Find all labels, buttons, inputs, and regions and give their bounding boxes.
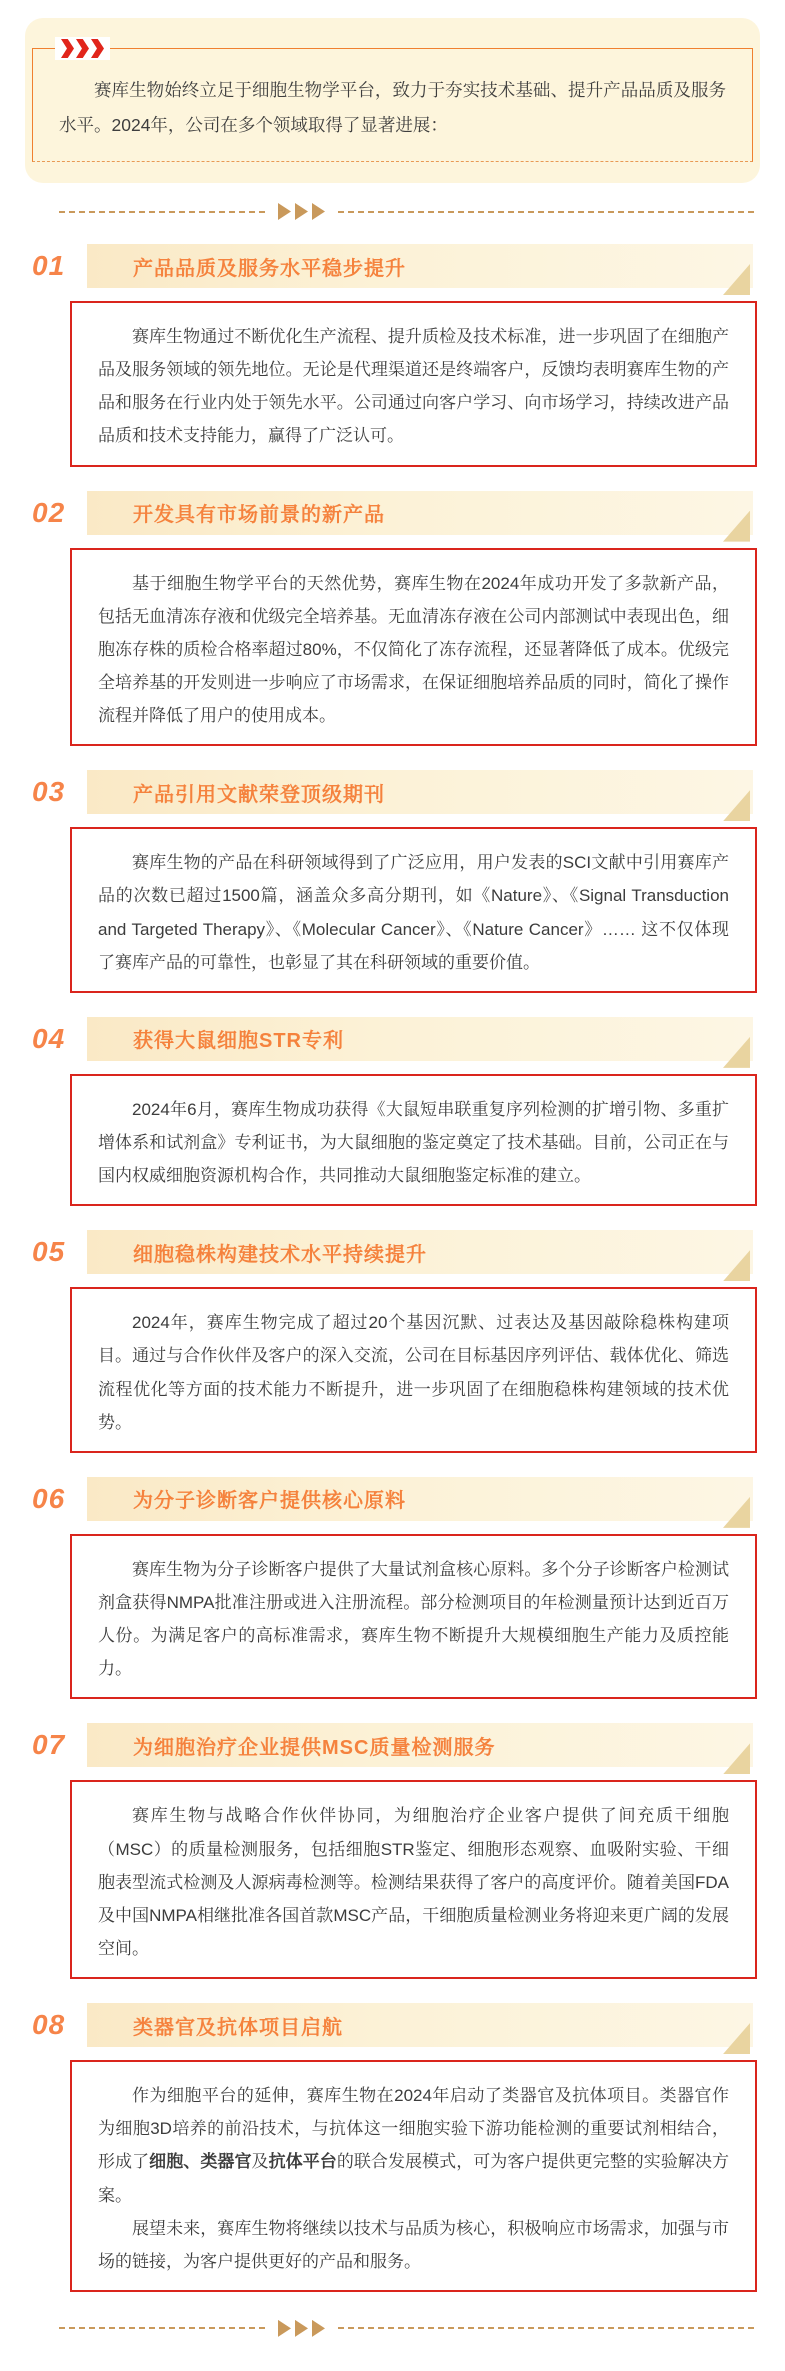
section-number: 05 <box>32 1236 66 1268</box>
section-header <box>25 2003 760 2047</box>
section <box>25 2003 760 2292</box>
section-paragraph: 赛库生物与战略合作伙伴协同，为细胞治疗企业客户提供了间充质干细胞（MSC）的质量检测服务，包括细胞STR鉴定、细胞形态观察、血吸附实验、干细胞表型流式检测及人源病毒检测等。检测结果获得了客户的高度评价。随着美国FDA及中国NMPA相继批准各国首款MSC产品，干细胞质量检测业务将迎来更广阔的发展空间。 <box>98 1806 729 1958</box>
dashed-line <box>59 2327 265 2329</box>
section-body <box>70 1287 757 1453</box>
section-number: 06 <box>32 1482 66 1514</box>
intro-card <box>25 18 760 183</box>
section-header <box>25 244 760 288</box>
section-title-banner <box>87 1017 753 1061</box>
section <box>25 1477 760 1700</box>
corner-fold-icon <box>723 1743 750 1774</box>
section-title-banner <box>87 2003 753 2047</box>
section-paragraph: 基于细胞生物学平台的天然优势，赛库生物在2024年成功开发了多款新产品，包括无血清冻存液和优级完全培养基。无血清冻存液在公司内部测试中表现出色，细胞冻存株的质检合格率超过80%，不仅简化了冻存流程，还显著降低了成本。优级完全培养基的开发则进一步响应了市场需求，在保证细胞培养品质的同时，简化了操作流程并降低了用户的使用成本。 <box>98 573 729 726</box>
corner-fold-icon <box>723 264 750 295</box>
corner-fold-icon <box>723 1497 750 1528</box>
section-paragraph: 作为细胞平台的延伸，赛库生物在2024年启动了类器官及抗体项目。类器官作为细胞3D培养的前沿技术，与抗体这一细胞实验下游功能检测的重要试剂相结合，形成了细胞、类器官及抗体平台的联合发展模式，可为客户提供更完整的实验解决方案。 <box>98 2086 730 2205</box>
section-header <box>25 770 760 814</box>
section-paragraph: 2024年6月，赛库生物成功获得《大鼠短串联重复序列检测的扩增引物、多重扩增体系和试剂盒》专利证书，为大鼠细胞的鉴定奠定了技术基础。目前，公司正在与国内权威细胞资源机构合作，共同推动大鼠细胞鉴定标准的建立。 <box>98 1099 729 1186</box>
section-header <box>25 1017 760 1061</box>
section-title-banner <box>87 770 753 814</box>
section-body <box>70 2060 757 2292</box>
section-header <box>25 1230 760 1274</box>
corner-fold-icon <box>723 790 750 821</box>
section-title: 为分子诊断客户提供核心原料 <box>133 1490 406 1513</box>
section-title-banner <box>87 244 753 288</box>
section-header <box>25 1477 760 1521</box>
section-title-banner <box>87 491 753 535</box>
section <box>25 491 760 747</box>
triangle-right-icon <box>295 2320 308 2337</box>
section-number: 01 <box>32 250 66 281</box>
section-body <box>70 1534 757 1700</box>
dashed-line <box>338 2327 754 2329</box>
triangle-right-icon <box>312 2320 325 2337</box>
corner-fold-icon <box>723 511 750 542</box>
triangle-right-icon <box>295 203 308 220</box>
triangle-right-icon <box>312 203 325 220</box>
section-title: 类器官及抗体项目启航 <box>133 2016 343 2039</box>
section-body <box>70 301 757 467</box>
section <box>25 244 760 467</box>
section-number: 03 <box>32 776 66 808</box>
section-number: 07 <box>32 1729 66 1761</box>
intro-text: 赛库生物始终立足于细胞生物学平台，致力于夯实技术基础、提升产品品质及服务水平。2024年，公司在多个领域取得了显著进展： <box>59 80 726 135</box>
section-body <box>70 548 757 747</box>
section <box>25 1230 760 1453</box>
corner-fold-icon <box>723 2023 750 2054</box>
section-title-banner <box>87 1230 753 1274</box>
section-title: 获得大鼠细胞STR专利 <box>133 1030 344 1053</box>
corner-fold-icon <box>723 1250 750 1281</box>
sections <box>25 244 760 2292</box>
section-title: 细胞稳株构建技术水平持续提升 <box>133 1243 427 1266</box>
section <box>25 1017 760 1206</box>
dashed-line <box>338 211 754 213</box>
section-paragraph: 展望未来，赛库生物将继续以技术与品质为核心，积极响应市场需求，加强与市场的链接，为客户提供更好的产品和服务。 <box>98 2218 729 2271</box>
intro-bordered-box <box>32 48 753 162</box>
section <box>25 1723 760 1979</box>
section-title: 开发具有市场前景的新产品 <box>133 504 385 527</box>
triple-chevron-icon <box>55 37 110 60</box>
section-paragraph: 赛库生物为分子诊断客户提供了大量试剂盒核心原料。多个分子诊断客户检测试剂盒获得NMPA批准注册或进入注册流程。部分检测项目的年检测量预计达到近百万人份。为满足客户的高标准需求，赛库生物不断提升大规模细胞生产能力及质控能力。 <box>98 1559 729 1679</box>
section-divider <box>25 203 760 220</box>
section-header <box>25 1723 760 1767</box>
section-number: 08 <box>32 2009 66 2041</box>
section-body <box>70 827 757 993</box>
chevron-right-icon <box>91 39 104 58</box>
triangle-right-icon <box>278 203 291 220</box>
section <box>25 770 760 993</box>
section-divider <box>25 2320 760 2337</box>
section-number: 02 <box>32 496 66 528</box>
section-title: 产品品质及服务水平稳步提升 <box>133 257 406 280</box>
triangle-right-icon <box>278 2320 291 2337</box>
dashed-line <box>59 211 265 213</box>
triple-triangle-icon <box>278 203 325 220</box>
section-title-banner <box>87 1477 753 1521</box>
section-header <box>25 491 760 535</box>
section-body <box>70 1780 757 1979</box>
chevron-right-icon <box>61 39 74 58</box>
section-title: 为细胞治疗企业提供MSC质量检测服务 <box>133 1736 496 1759</box>
section-number: 04 <box>32 1022 66 1054</box>
section-body <box>70 1074 757 1206</box>
section-paragraph: 2024年，赛库生物完成了超过20个基因沉默、过表达及基因敲除稳株构建项目。通过与合作伙伴及客户的深入交流，公司在目标基因序列评估、载体优化、筛选流程优化等方面的技术能力不断提升，进一步巩固了在细胞稳株构建领域的技术优势。 <box>98 1313 729 1432</box>
section-paragraph: 赛库生物的产品在科研领域得到了广泛应用，用户发表的SCI文献中引用赛库产品的次数已超过1500篇，涵盖众多高分期刊，如《Nature》、《Signal Transduction and Targeted Therapy》、《Molecular Cancer》、《Nature Cancer》…… 这不仅体现了赛库产品的可靠性，也彰显了其在科研领域的重要价值。 <box>98 853 729 972</box>
corner-fold-icon <box>723 1037 750 1068</box>
section-paragraph: 赛库生物通过不断优化生产流程、提升质检及技术标准，进一步巩固了在细胞产品及服务领域的领先地位。无论是代理渠道还是终端客户，反馈均表明赛库生物的产品和服务在行业内处于领先水平。公司通过向客户学习、向市场学习，持续改进产品品质和技术支持能力，赢得了广泛认可。 <box>98 327 729 446</box>
section-title: 产品引用文献荣登顶级期刊 <box>133 783 385 806</box>
triple-triangle-icon <box>278 2320 325 2337</box>
section-title-banner <box>87 1723 753 1767</box>
chevron-right-icon <box>76 39 89 58</box>
